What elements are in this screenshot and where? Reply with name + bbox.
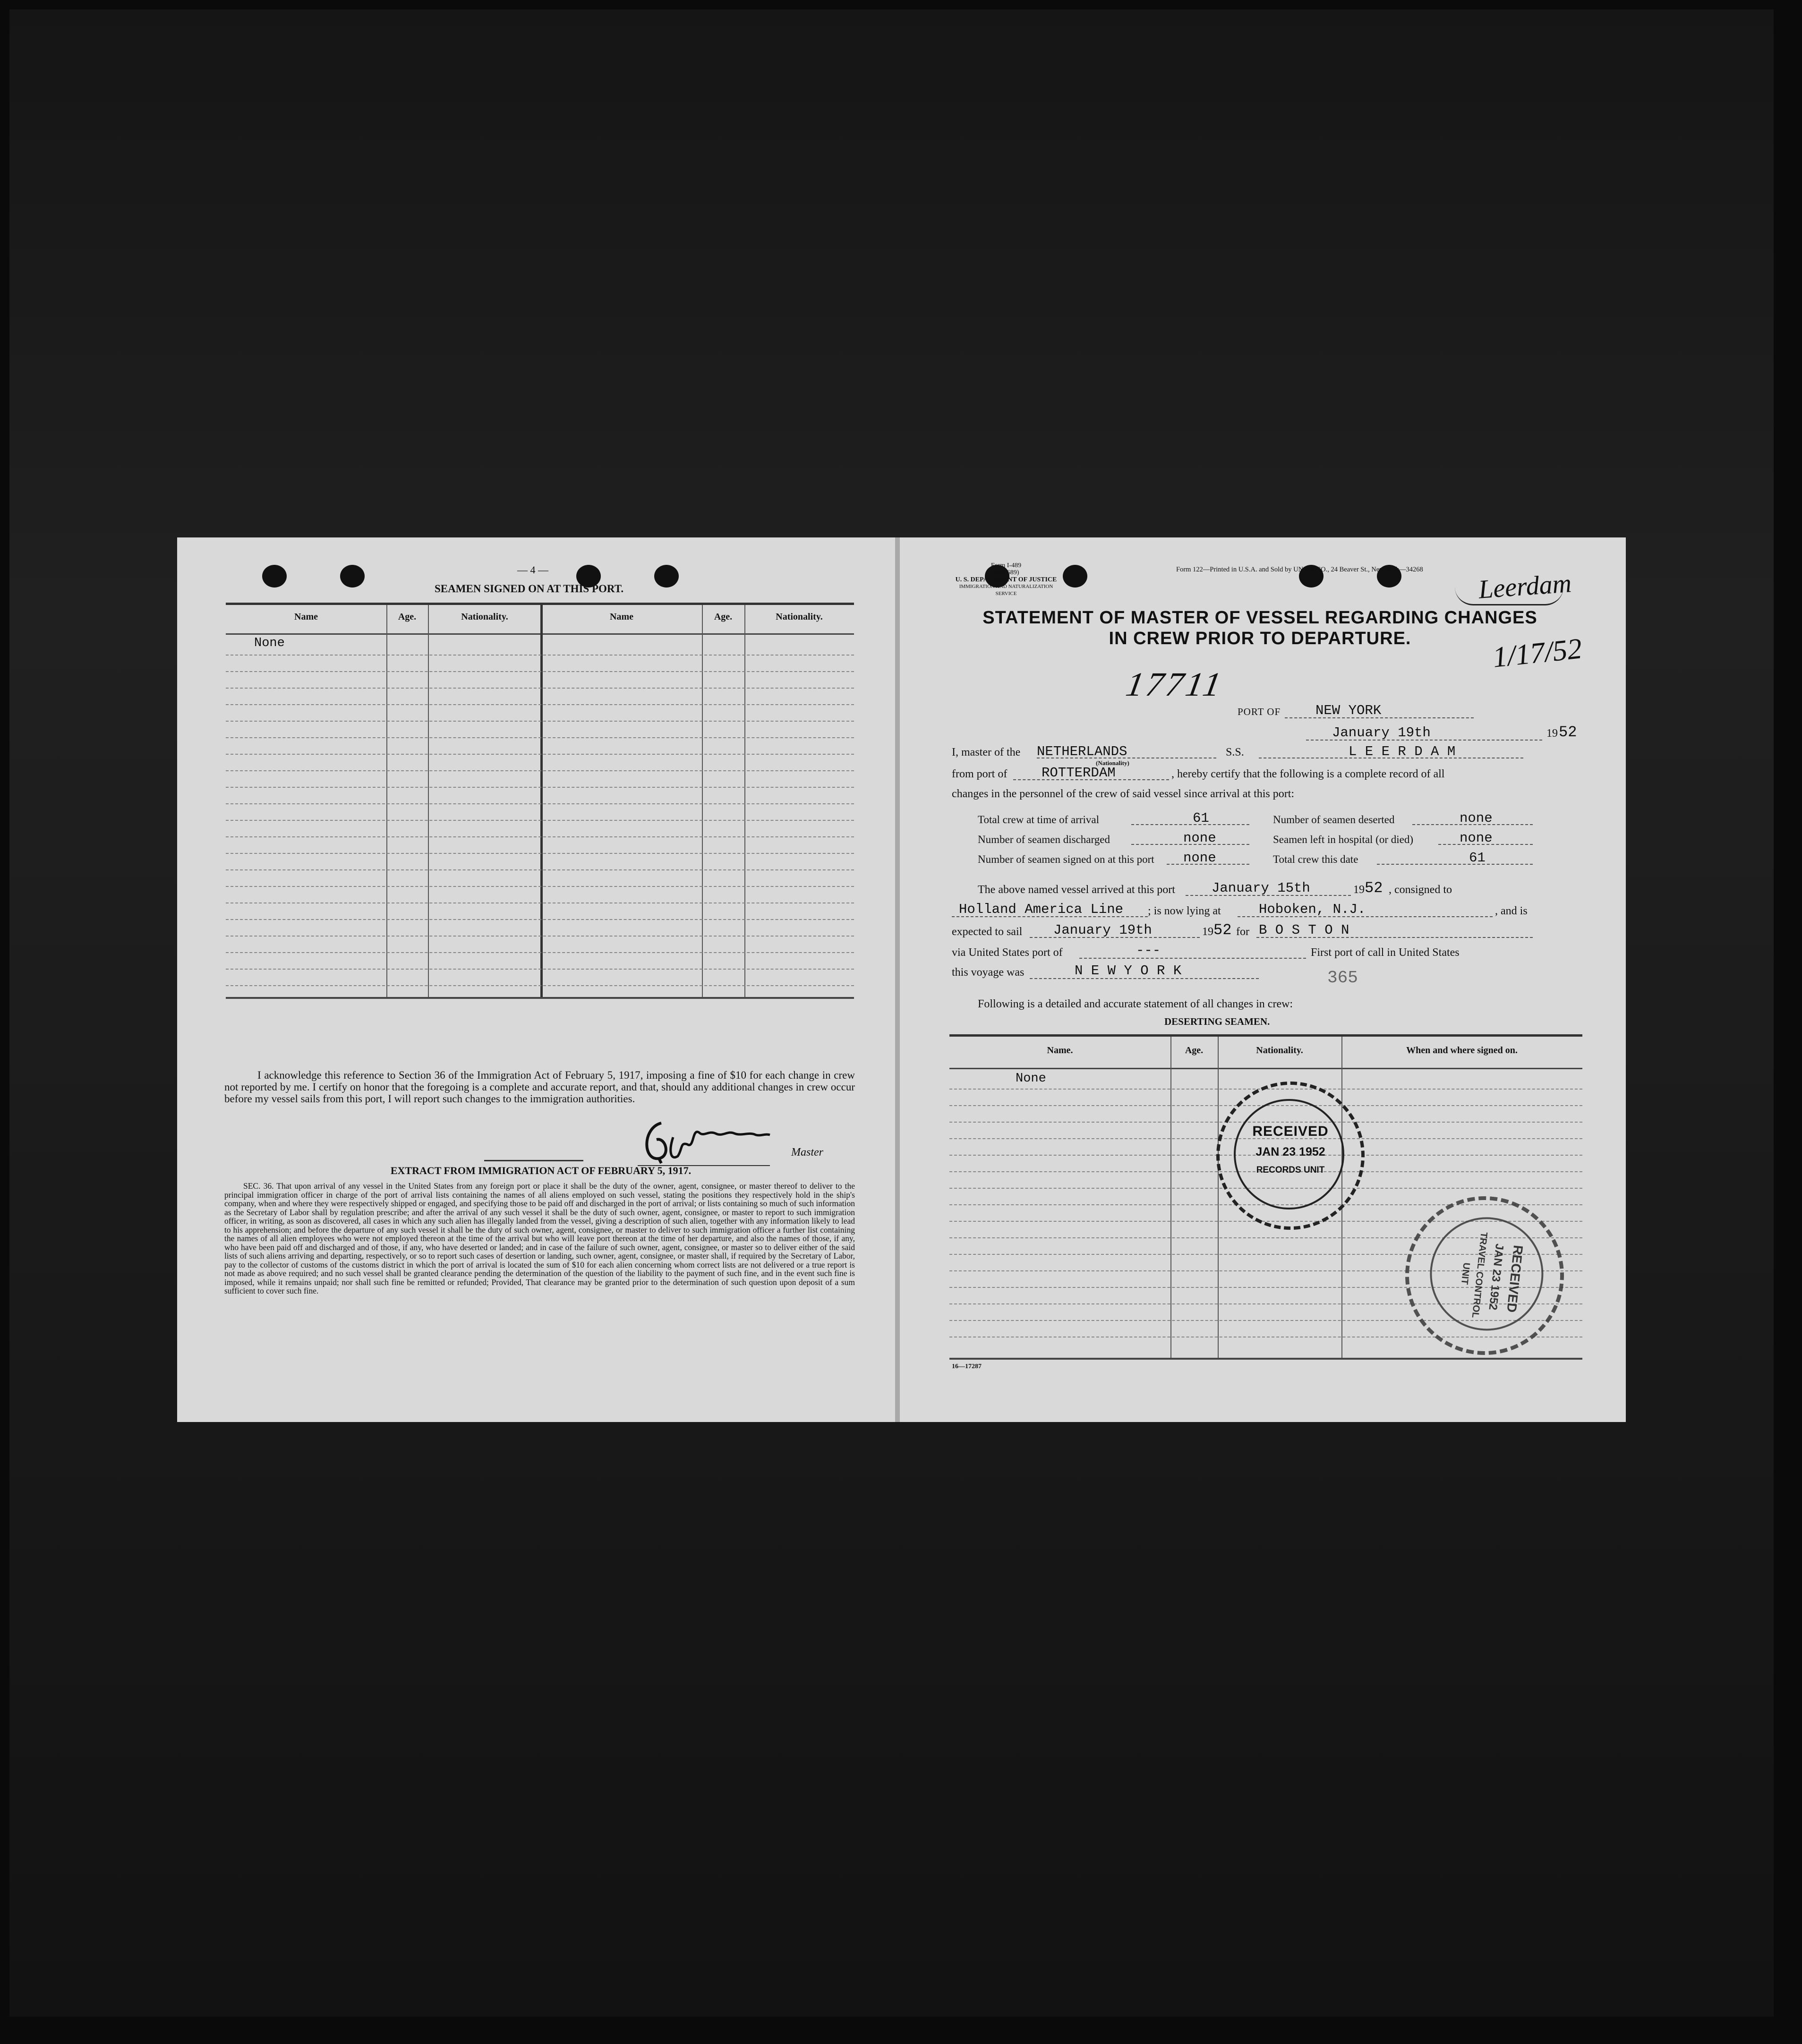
year-value: 52 [1559,724,1577,741]
column-divider [744,605,745,997]
from-port-value: ROTTERDAM [1042,765,1116,781]
form-title-line2: IN CREW PRIOR TO DEPARTURE. [1109,629,1411,648]
consigned-label: , consigned to [1389,884,1452,896]
certify-text-2: changes in the personnel of the crew of said vessel since arrival at this port: [952,788,1295,800]
signed-on-table [226,603,854,999]
lying-at-value: Hoboken, N.J. [1259,902,1366,917]
port-of-value: NEW YORK [1315,703,1382,718]
form-old-number: (Old 689) [993,569,1019,576]
stat-label: Number of seamen deserted [1273,814,1395,826]
year-prefix: 19 [1546,727,1558,740]
column-header: Name. [1047,1045,1073,1056]
form-header [952,562,1060,597]
destination-value: B O S T O N [1259,922,1349,938]
column-divider [428,605,429,997]
from-port-label: from port of [952,768,1008,780]
arrived-label: The above named vessel arrived at this port [978,884,1175,896]
expected-sail-date: January 19th [1053,922,1152,938]
column-header: Name [294,612,318,622]
deserting-title: DESERTING SEAMEN. [1164,1016,1270,1027]
master-label: Master [791,1146,823,1158]
rule [484,1160,583,1161]
handwritten-ship-name: Leerdam [1477,569,1572,605]
consignee-value: Holland America Line [959,902,1124,917]
stamp-received-text: RECEIVED [1252,1124,1329,1139]
stamp-unit-text: RECORDS UNIT [1256,1165,1325,1175]
received-stamp [1216,1082,1365,1230]
stamped-number: 365 [1327,968,1358,988]
table-header [949,1037,1582,1069]
ss-label: S.S. [1226,746,1244,758]
statement-date: January 19th [1332,725,1431,741]
port-of-label: PORT OF [1238,706,1281,717]
deserting-entry: None [1016,1072,1046,1086]
handwritten-date: 1/17/52 [1491,632,1584,674]
service-name: IMMIGRATION AND NATURALIZATION SERVICE [959,584,1053,596]
arrived-date: January 15th [1212,880,1310,896]
handwriting-underline [1455,587,1563,605]
column-header: Age. [1185,1045,1204,1056]
punch-hole [340,565,365,588]
form-title [933,607,1587,649]
arrived-year-prefix: 19 [1353,884,1365,896]
stat-value: none [1183,850,1216,866]
stat-label: Number of seamen discharged [978,834,1110,845]
master-of-label: I, master of the [952,746,1021,758]
page-number: — 4 — [517,564,548,576]
voyage-port-value: N E W Y O R K [1075,963,1182,979]
right-page [900,537,1626,1422]
footer-code: 16—17287 [952,1363,982,1370]
stat-value: none [1460,830,1493,846]
page-fold [895,537,900,1422]
column-header: When and where signed on. [1406,1045,1518,1056]
acknowledgment-text: I acknowledge this reference to Section 36 of the Immigration Act of February 5, 1917, imposing a fine of $10 for each change in crew not reported by me. I certify on honor that the foregoing is a complete and accurate report, and that, should any additional changes in crew occur before my vessel sails from this port, I will report such changes to the immigration authorities. [224,1069,855,1105]
nationality-value: NETHERLANDS [1037,744,1127,759]
stamp-date-text: JAN 23 1952 [1255,1145,1325,1158]
left-page [177,537,895,1422]
via-port-value: --- [1136,943,1161,958]
nationality-caption: (Nationality) [1096,759,1129,766]
following-text: Following is a detailed and accurate statement of all changes in crew: [978,998,1293,1010]
punch-hole [654,565,679,588]
for-label: for [1236,926,1249,938]
stat-label: Total crew this date [1273,853,1358,865]
column-header: Nationality. [461,612,508,622]
department-name: U. S. DEPARTMENT OF JUSTICE [955,576,1057,583]
stat-label: Total crew at time of arrival [978,814,1100,826]
via-port-label: via United States port of [952,946,1063,959]
handwritten-number: 17711 [1123,665,1227,703]
lying-at-label: ; is now lying at [1148,905,1221,917]
stamp-unit-text: TRAVEL CONTROL [1469,1231,1489,1319]
printer-line: Form 122—Printed in U.S.A. and Sold by UNZ & CO., 24 Beaver St., New York—34268 [1176,566,1423,573]
column-divider [1218,1037,1219,1358]
first-port-label: First port of call in United States [1311,946,1460,959]
column-header: Age. [714,612,733,622]
form-title-line1: STATEMENT OF MASTER OF VESSEL REGARDING CHANGES [982,608,1537,628]
punch-hole [262,565,287,588]
extract-text: SEC. 36. That upon arrival of any vessel in the United States from any foreign port or place it shall be the duty of the owner, agent, consignee, or master thereof to deliver to the principal immigration officer in charge of the port of arrival lists containing the names of all aliens employed on such vessel, stating the positions they respectively hold in the ship's company, when and where they were respectively shipped or engaged, and specifying those to be paid off and discharged in the port of arrival; or lists containing so much of such information as the Secretary of Labor shall by regulation prescribe; and after the arrival of any such vessel it shall be the duty of such owner, agent, consignee, or master to report to such immigration officer, in writing, as soon as discovered, all cases in which any such alien has illegally landed from the vessel, giving a description of such alien, together with any information likely to lead to his apprehension; and before the departure of any such vessel it shall be the duty of such owner, agent, consignee, or master to deliver to such immigration officer a further list containing the names of all alien employees who were not employed thereon at the time of the arrival but who will leave port thereon at the time of her departure, and also the names of those, if any, who have been paid off and discharged and of those, if any, who have deserted or landed; and in case of the failure of such owner, agent, consignee, or master so to deliver either of the said lists of such aliens arriving and departing, respectively, or so to report such cases of desertion or landing, such owner, agent, consignee, or master shall, if required by the Secretary of Labor, pay to the collector of customs of the customs district in which the port of arrival is located the sum of $10 for each alien concerning whom correct lists are not delivered or a true report is not made as above required; and no such vessel shall be granted clearance pending the determination of the question of the liability to the payment of such fine, and in the event such fine is imposed, while it remains unpaid; nor shall such fine be remitted or refunded; Provided, That clearance may be granted prior to the determination of such question upon deposit of a sum sufficient to cover such fine. [224,1181,855,1295]
vessel-name: L E E R D A M [1349,744,1456,759]
stat-value: 61 [1193,810,1209,826]
stat-label: Seamen left in hospital (or died) [1273,834,1414,845]
column-header: Nationality. [776,612,823,622]
voyage-label: this voyage was [952,966,1025,979]
stat-value: none [1460,810,1493,826]
stamp-unit-text: UNIT [1459,1262,1472,1286]
signed-on-title: SEAMEN SIGNED ON AT THIS PORT. [435,583,624,595]
column-header: Nationality. [1256,1045,1303,1056]
extract-title: EXTRACT FROM IMMIGRATION ACT OF FEBRUARY 5, 1917. [390,1165,692,1176]
stamp-date-text: JAN 23 1952 [1486,1243,1506,1311]
expected-year-prefix: 19 [1202,926,1213,938]
signed-on-entry: None [254,636,285,650]
punch-hole [1063,565,1087,588]
column-divider [540,605,543,997]
document-spread [177,537,1626,1422]
form-number: Form I-489 [991,562,1022,569]
table-header [226,605,854,635]
column-divider [386,605,387,997]
stamp-received-text: RECEIVED [1504,1244,1526,1313]
arrived-year: 52 [1365,879,1383,897]
expected-sail-label: expected to sail [952,926,1023,938]
column-divider [702,605,703,997]
stat-value: none [1183,830,1216,846]
column-header: Name [610,612,633,622]
master-signature [633,1109,775,1170]
stat-value: 61 [1469,850,1486,866]
column-divider [1170,1037,1171,1358]
stat-label: Number of seamen signed on at this port [978,853,1154,865]
column-header: Age. [398,612,417,622]
expected-year: 52 [1213,921,1232,939]
certify-text: , hereby certify that the following is a complete record of all [1171,768,1445,780]
and-is-label: , and is [1495,905,1528,917]
